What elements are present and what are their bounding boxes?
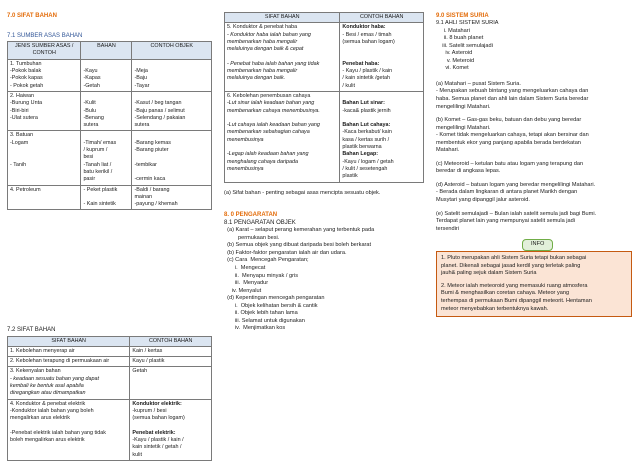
table-row: [8, 357, 212, 367]
table-sifat-bahan-2: [224, 12, 424, 183]
table-row: [8, 131, 212, 185]
caption-sifat-bahan: (a) Sifat bahan - penting sebagai asas mencipta sesuatu objek.: [224, 189, 381, 196]
list-item: (d) Kepentingan mencegah pengaratan: [224, 295, 325, 302]
table-row: [225, 23, 424, 92]
list-item: v. Meteroid: [436, 57, 475, 64]
table-row: [8, 59, 212, 91]
t1-cell: 4. Petroleum: [8, 185, 81, 210]
list-item: (c) Cara Mencegah Pengaratan;: [224, 257, 309, 264]
sistem-suria-paragraphs: [436, 81, 632, 233]
column-left: [7, 0, 212, 461]
list-item: ii. Objek lebih tahan lama: [224, 310, 298, 317]
table-row: [8, 399, 212, 460]
list-item: ii. 8 buah planet: [436, 35, 484, 42]
t1-cell: 1. Tumbuhan -Pokok balak -Pokok kapas - Pokok getah: [8, 59, 81, 91]
ahli-sistem-suria-list: [436, 20, 632, 73]
list-item: iii. Menyadur: [224, 280, 269, 287]
table-sumber-asas: [7, 41, 212, 210]
t1-header-0: JENIS SUMBER ASAS / CONTOH: [8, 42, 81, 60]
t1-cell: -Kasut / beg tangan -Baju panas / selimut -Selendang / pakaian sutera: [132, 91, 212, 130]
t1-cell: 2. Haiwan -Burung Unta -Biri-biri -Ulat sutera: [8, 91, 81, 130]
info-box: [436, 251, 632, 317]
t1-cell: -Kulit -Bulu -Benang sutera: [81, 91, 132, 130]
t2-cell: Getah: [130, 367, 212, 399]
table-sifat-bahan-1: [7, 336, 212, 461]
table-row: [8, 346, 212, 356]
info-badge: INFO: [522, 239, 553, 251]
t3-header-0: SIFAT BAHAN: [225, 13, 340, 23]
t1-cell: -Timah/ emas / kuprum / besi -Tanah liat / batu kerikil / pasir: [81, 131, 132, 185]
list-item: vi. Komet: [436, 65, 469, 72]
list-item: iii. Satelit semulajadi: [436, 42, 493, 49]
paragraph: (c) Meteoroid – ketulan batu atau logam yang terapung dan beredar di angkasa lepas.: [436, 160, 584, 175]
t2-cell: 3. Kekenyalan bahan - keadaan sesuatu bahan yang dapat kembali ke bentuk asal apabila diregangkan atau dimampatkan: [8, 367, 130, 399]
column-middle: [224, 0, 424, 333]
t2-cell: Konduktor elektrik: -kuprum / besi (semua bahan logam) Penebat elektrik: -Kayu / plastik / kain / kain sintetik / getah / kulit: [130, 399, 212, 460]
t3-cell: Bahan Lut sinar: -kaca& plastik jernih Bahan Lut cahaya: -Kaca berkabut/ kain kasa / kertas surih / plastik berwarna Bahan Legap: -Kayu / logam / getah / kulit / sesetengah plastik: [340, 91, 424, 182]
list-item: i. Objek kelihatan bersih & cantik: [224, 302, 318, 309]
t1-cell: 3. Batuan -Logam - Tanih: [8, 131, 81, 185]
list-item: iv. Menyalut: [224, 287, 262, 294]
t2-cell: 4. Konduktor & penebat elektrik -Konduktor ialah bahan yang boleh mengalirkan arus elektrik -Penebat elektrik ialah bahan yang tidak boleh mengalirkan arus elektrik: [8, 399, 130, 460]
t1-cell: - Peket plastik - Kain sintetik: [81, 185, 132, 210]
list-item: i. Matahari: [436, 27, 470, 34]
table-row: [8, 91, 212, 130]
paragraph: (d) Asteroid – batuan logam yang beredar mengelilingi Matahari. - Berada dalam lingkaran di antara planet Marikh dengan Musytari yang dipanggil jalur asteroid.: [436, 181, 596, 204]
list-item: 9.1 AHLI SISTEM SURIA: [436, 20, 499, 27]
t1-cell: -Kayu -Kapas -Getah: [81, 59, 132, 91]
info-item: 1. Pluto merupakan ahli Sistem Suria tetapi bukan sebagai planet. Dikenali sebagai jasad kerdil yang terletak paling jauh& paling sejuk dalam Sistem Suria: [441, 255, 587, 277]
list-item: ii. Menyapu minyak / gris: [224, 272, 298, 279]
t2-cell: 2. Kebolehan terapung di permuakaan air: [8, 357, 130, 367]
heading-pengaratan: 8. 0 PENGARATAN: [224, 212, 278, 219]
list-item: i. Mengecat: [224, 265, 266, 271]
t2-header-0: SIFAT BAHAN: [8, 336, 130, 346]
t2-cell: Kayu / plastik: [130, 357, 212, 367]
heading-pengaratan-objek: 8.1 PENGARATAN OBJEK: [224, 220, 296, 227]
t2-cell: Kain / kertas: [130, 346, 212, 356]
table-row: [8, 367, 212, 399]
t3-cell: 5. Konduktor & penebat haba - Konduktor haba ialah bahan yang membenarkan haba mengalir melaluinya dengan baik & cepat - Penebat haba ialah bahan yang tidak membenarkan haba mengalir melaluinya dengan baik.: [225, 23, 340, 92]
list-item: (b) Faktor-faktor pengaratan ialah air dan udara.: [224, 249, 347, 256]
pengaratan-list: [224, 227, 424, 333]
list-item: permukaan besi.: [224, 234, 280, 241]
paragraph: (e) Satelit semulajadi – Bulan ialah satelit semula jadi bagi Bumi. Terdapat planet lain yang mempunyai satelit semula jadi tersendiri: [436, 210, 597, 232]
t3-cell: 6. Kebolehan penembusan cahaya -Lut sinar ialah keadaan bahan yang membenarkan cahaya menembusinya. -Lut cahaya ialah keadaan bahan yang membenarkan sebahagian cahaya menembusinya -Legap ialah keadaan bahan yang menghalang cahaya daripada menembusinya: [225, 91, 340, 182]
list-item: (a) Karat – selaput perang kemerahan yang terbentuk pada: [224, 227, 375, 234]
list-item: iv. Asteroid: [436, 50, 473, 57]
info-item: 2. Meteor ialah meteoroid yang memasuki ruang atmosfera Bumi & menghasilkan coretan cahaya. Meteor yang terhempas di permukaan Bumi dipanggil meteorit. Hentaman meteor menyebabkan terbentuknya kawah.: [441, 282, 592, 312]
t2-header-1: CONTOH BAHAN: [130, 336, 212, 346]
list-item: (b) Semua objek yang dibuat daripada besi boleh berkarat: [224, 242, 372, 249]
heading-sumber-asas: 7.1 SUMBER ASAS BAHAN: [7, 33, 83, 40]
paragraph: (a) Matahari – pusat Sistem Suria. - Merupakan sebuah bintang yang mengeluarkan cahaya dan haba. Semua planet dan ahli lain dalam Sistem Suria beredar mengelilingi Matahari.: [436, 80, 589, 110]
heading-sistem-suria: 9.0 SISTEM SURIA: [436, 13, 489, 19]
list-item: iii. Selamat untuk digunakan: [224, 317, 305, 324]
table-row: [8, 185, 212, 210]
t3-cell: Konduktor haba: - Besi / emas / timah (semua bahan logam) Penebat haba: - Kayu / plastik / kain / kain sintetik /getah / kulit: [340, 23, 424, 92]
column-right: [436, 0, 632, 317]
paragraph: (b) Komet – Gas-gas beku, batuan dan debu yang beredar mengelilingi Matahari. - Komet tidak mengeluarkan cahaya, tetapi akan bersinar dan membentuk ekor yang panjang apabila berada berdekatan Matahari.: [436, 117, 589, 154]
t1-cell: -Barang kemas -Barang piuter -tembikar -cermin kaca: [132, 131, 212, 185]
t1-cell: -Baldi / barang mainan -payung / khemah: [132, 185, 212, 210]
heading-sifat-bahan: 7.0 SIFAT BAHAN: [7, 13, 57, 19]
heading-sifat-bahan-72: 7.2 SIFAT BAHAN: [7, 327, 56, 334]
table-row: [225, 91, 424, 182]
t3-header-1: CONTOH BAHAN: [340, 13, 424, 23]
t2-cell: 1. Kebolehan menyerap air: [8, 346, 130, 356]
t1-header-1: BAHAN: [81, 42, 132, 60]
list-item: iv. Menjimatkan kos: [224, 325, 286, 332]
t1-cell: -Meja -Baju -Tayar: [132, 59, 212, 91]
t1-header-2: CONTOH OBJEK: [132, 42, 212, 60]
